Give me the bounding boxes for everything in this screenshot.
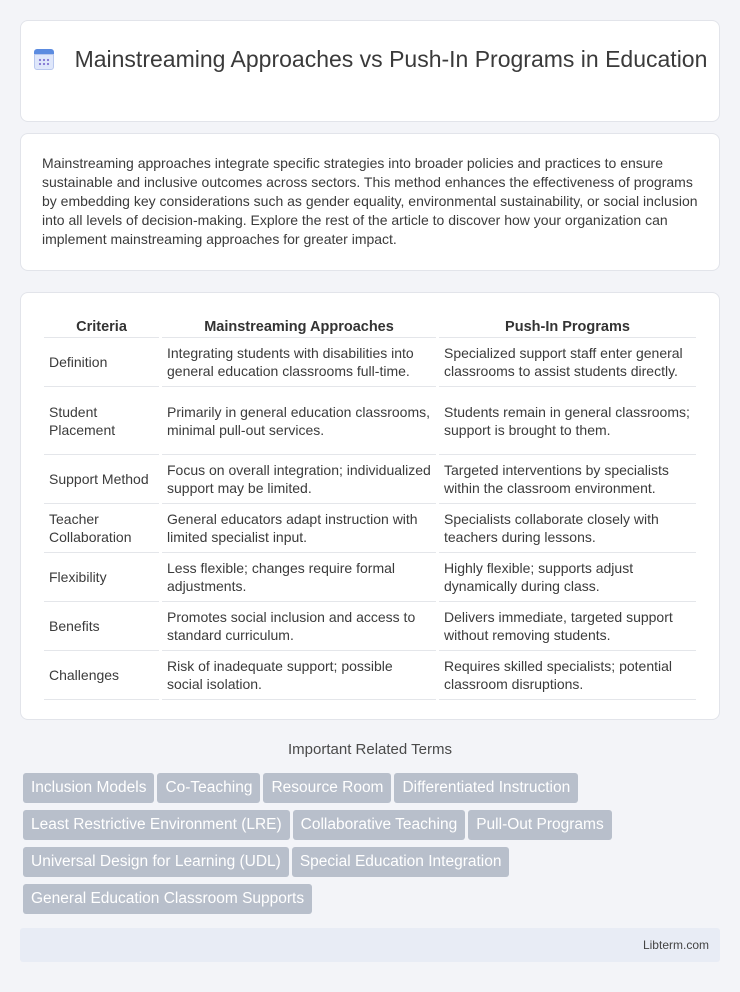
related-term-tag[interactable]: Universal Design for Learning (UDL)	[23, 847, 289, 877]
mainstreaming-cell: Focus on overall integration; individualized support may be limited.	[162, 455, 436, 504]
intro-paragraph: Mainstreaming approaches integrate specific strategies into broader policies and practices to ensure sustainable and inclusive outcomes across sectors. This method enhances the effectiveness of programs by embedding key considerations such as gender equality, environmental sustainability, or social inclusion into all levels of decision-making. Explore the rest of the article to discover how your organization can implement mainstreaming approaches for greater impact.	[42, 155, 698, 247]
table-row	[44, 504, 696, 553]
mainstreaming-cell: Less flexible; changes require formal adjustments.	[162, 553, 436, 602]
table-row	[44, 602, 696, 651]
push-in-cell: Targeted interventions by specialists within the classroom environment.	[439, 455, 696, 504]
intro-card	[20, 133, 720, 271]
mainstreaming-cell: Risk of inadequate support; possible social isolation.	[162, 651, 436, 700]
mainstreaming-cell: Primarily in general education classrooms, minimal pull-out services.	[162, 387, 436, 455]
tag-row	[23, 773, 713, 810]
table-header-row	[44, 316, 696, 338]
criteria-cell: Challenges	[44, 651, 159, 700]
table-row	[44, 338, 696, 387]
related-terms-title: Important Related Terms	[288, 741, 452, 758]
tag-row	[23, 847, 713, 884]
criteria-cell: Teacher Collaboration	[44, 504, 159, 553]
column-header: Push-In Programs	[439, 316, 696, 338]
related-term-tag[interactable]: Co-Teaching	[157, 773, 260, 803]
criteria-cell: Flexibility	[44, 553, 159, 602]
related-terms-list	[23, 773, 713, 921]
title-card	[20, 20, 720, 122]
comparison-card	[20, 292, 720, 720]
push-in-cell: Specialists collaborate closely with teachers during lessons.	[439, 504, 696, 553]
comparison-table	[41, 316, 699, 700]
table-row	[44, 387, 696, 455]
related-term-tag[interactable]: Inclusion Models	[23, 773, 154, 803]
push-in-cell: Students remain in general classrooms; support is brought to them.	[439, 387, 696, 455]
related-term-tag[interactable]: Pull-Out Programs	[468, 810, 611, 840]
criteria-cell: Benefits	[44, 602, 159, 651]
criteria-cell: Support Method	[44, 455, 159, 504]
footer	[20, 928, 720, 962]
criteria-cell: Definition	[44, 338, 159, 387]
mainstreaming-cell: General educators adapt instruction with limited specialist input.	[162, 504, 436, 553]
footer-brand: Libterm.com	[642, 938, 709, 952]
related-term-tag[interactable]: Differentiated Instruction	[394, 773, 578, 803]
page-title: Mainstreaming Approaches vs Push-In Programs in Education	[74, 46, 708, 72]
related-term-tag[interactable]: Least Restrictive Environment (LRE)	[23, 810, 290, 840]
tag-row	[23, 810, 713, 847]
related-term-tag[interactable]: General Education Classroom Supports	[23, 884, 312, 914]
push-in-cell: Highly flexible; supports adjust dynamically during class.	[439, 553, 696, 602]
column-header: Mainstreaming Approaches	[162, 316, 436, 338]
related-term-tag[interactable]: Collaborative Teaching	[293, 810, 466, 840]
table-row	[44, 455, 696, 504]
mainstreaming-cell: Promotes social inclusion and access to standard curriculum.	[162, 602, 436, 651]
push-in-cell: Specialized support staff enter general classrooms to assist students directly.	[439, 338, 696, 387]
related-term-tag[interactable]: Special Education Integration	[292, 847, 510, 877]
table-row	[44, 553, 696, 602]
mainstreaming-cell: Integrating students with disabilities into general education classrooms full-time.	[162, 338, 436, 387]
tag-row	[23, 884, 713, 921]
page-title-block	[21, 45, 719, 74]
calendar-icon	[33, 48, 55, 70]
related-term-tag[interactable]: Resource Room	[263, 773, 391, 803]
push-in-cell: Delivers immediate, targeted support without removing students.	[439, 602, 696, 651]
criteria-cell: Student Placement	[44, 387, 159, 455]
column-header: Criteria	[44, 316, 159, 338]
push-in-cell: Requires skilled specialists; potential classroom disruptions.	[439, 651, 696, 700]
table-row	[44, 651, 696, 700]
